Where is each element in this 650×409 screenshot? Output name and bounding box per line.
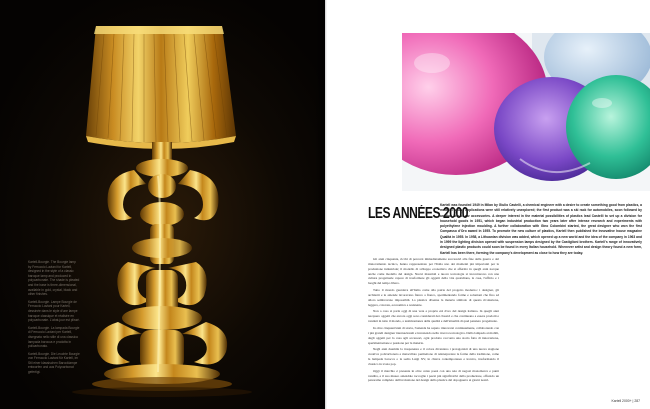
- body-paragraph: Non a caso si parla oggi di una vera e propria età d'oro del design italiano. In quegli anni nacquero oggetti che ancora oggi sono considerati dei classici e che continuano a essere prodotti e venduti in tutto il mondo, a testimonianza della qualità e dell'attualità di quel pensiero progettuale.: [368, 309, 499, 324]
- body-paragraph: Tutto il mondo guardava all'Italia come alla patria del progetto moderno: i designer, gli architetti e le aziende lavoravano fianco a fianco, sperimentando forme e soluzioni che fino ad allora sembravano impossibili. La plastica divenne la materia simbolo di questa rivoluzione, leggera, colorata, economica e resistente.: [368, 288, 499, 307]
- body-paragraph: In oltre cinquant'anni di storia, l'azienda ha saputo rinnovarsi continuamente, collaborando con i più grandi designer internazionali e investendo nella ricerca tecnologica. Dalla lampada ai mobili, dagli oggetti per la casa agli accessori, ogni prodotto racconta una storia fatta di innovazione, sperimentazione e passione per la materia.: [368, 325, 499, 345]
- photo-captions: [28, 260, 80, 378]
- body-paragraph: Gli anni cinquanta, ricchi di percorsi immediatamente successivi alla fine della guerra e del rinnovamento tecnico, hanno rappresentato per l'Italia uno dei momenti più importanti per la produzione industriale; il modello di sviluppo economico che si affermò in quegli anni nacque anche come modello del design. Nuovi materiali e nuove tecnologie si incontrarono con una cultura progettuale capace di trasformare gli oggetti della vita quotidiana, la casa, l'ufficio e i luoghi del tempo libero.: [368, 257, 499, 286]
- article-body: [368, 257, 642, 395]
- article-intro: Kartell was founded 1949 in Milan by Giulio Castelli, a chemical engineer with a desire to create something good from plastics, a material whose applications were still relatively unexplored; the first product was a ski rack for automobiles, soon followed by another line of car accessories. A deeper interest in the material possibilities of plastics lead Castelli to set up a division for household goods in 1951, which began industrial production two years later after intense research and experiments with polyethylene injection moulding. A further collaboration with Gino Colombini started, the great designer who won the first Compasso d'Oro award in 1955. To promote the new culture of plastics, Kartell then published the innovative house magazine Qualità in 1955. In 1958, a Lithuanian division was added, which opened up a new world and the idea of the company in 1963 and in 1999 the lighting division opened with suspension lamps designed by the Castiglioni brothers. Kartell's range of innovatively designed plastic products could soon be found in every Italian household. Whenever artist and design theory found a new form, Kartell has been there, forming the company's development as close to how they are today.: [440, 203, 642, 255]
- article-headline: LES ANNÉES 2000: [368, 205, 469, 222]
- body-paragraph: Oggi il marchio è presente in oltre cento paesi con una rete di negozi monomarca e punti vendita, e il suo museo aziendale raccoglie i pezzi più significativi della produzione, offrendo un panorama completo dell'evoluzione del design della plastica dal dopoguerra ai giorni nostri.: [368, 368, 499, 383]
- page-folio: Kartell 2000+ | 287: [611, 399, 640, 403]
- caption-italian: Kartell-Bourgie. La lampada Bourgie di Ferruccio Laviani per Kartell, disegnata nello stile di una classica lampada barocca e prodotta in policarbonato.: [28, 325, 80, 349]
- body-paragraph: Negli anni duemila la trasparenza e il colore diventano i protagonisti di una nuova stagione creativa: policarbonato e metacrilato permettono di reinterpretare le forme della tradizione, come la lampada barocca o la sedia Luigi XV, in chiave contemporanea e ironica, trasformando il classico in icona pop.: [368, 347, 499, 366]
- caption-german: Kartell-Bourgie. Die Leuchte Bourgie von Ferruccio Laviani für Kartell, im Stil einer klassischen Barocklampe entworfen und aus Polycarbonat gefertigt.: [28, 351, 80, 375]
- caption-french: Kartell-Bourgie. Lampe Bourgie de Ferruccio Laviani pour Kartell, dessinée dans le style d'une lampe baroque classique et réalisée en polycarbonate. L'abat-jour est plissé.: [28, 299, 80, 323]
- right-page: [327, 0, 650, 409]
- caption-english: Kartell-Bourgie. The Bourgie lamp by Ferruccio Laviani for Kartell, designed in the style of a classic baroque lamp and produced in polycarbonate. The shade is pleated and the base is three-dimensional, available in gold, crystal, black and other finishes.: [28, 260, 80, 297]
- plastic-lamps-photo: [402, 33, 650, 191]
